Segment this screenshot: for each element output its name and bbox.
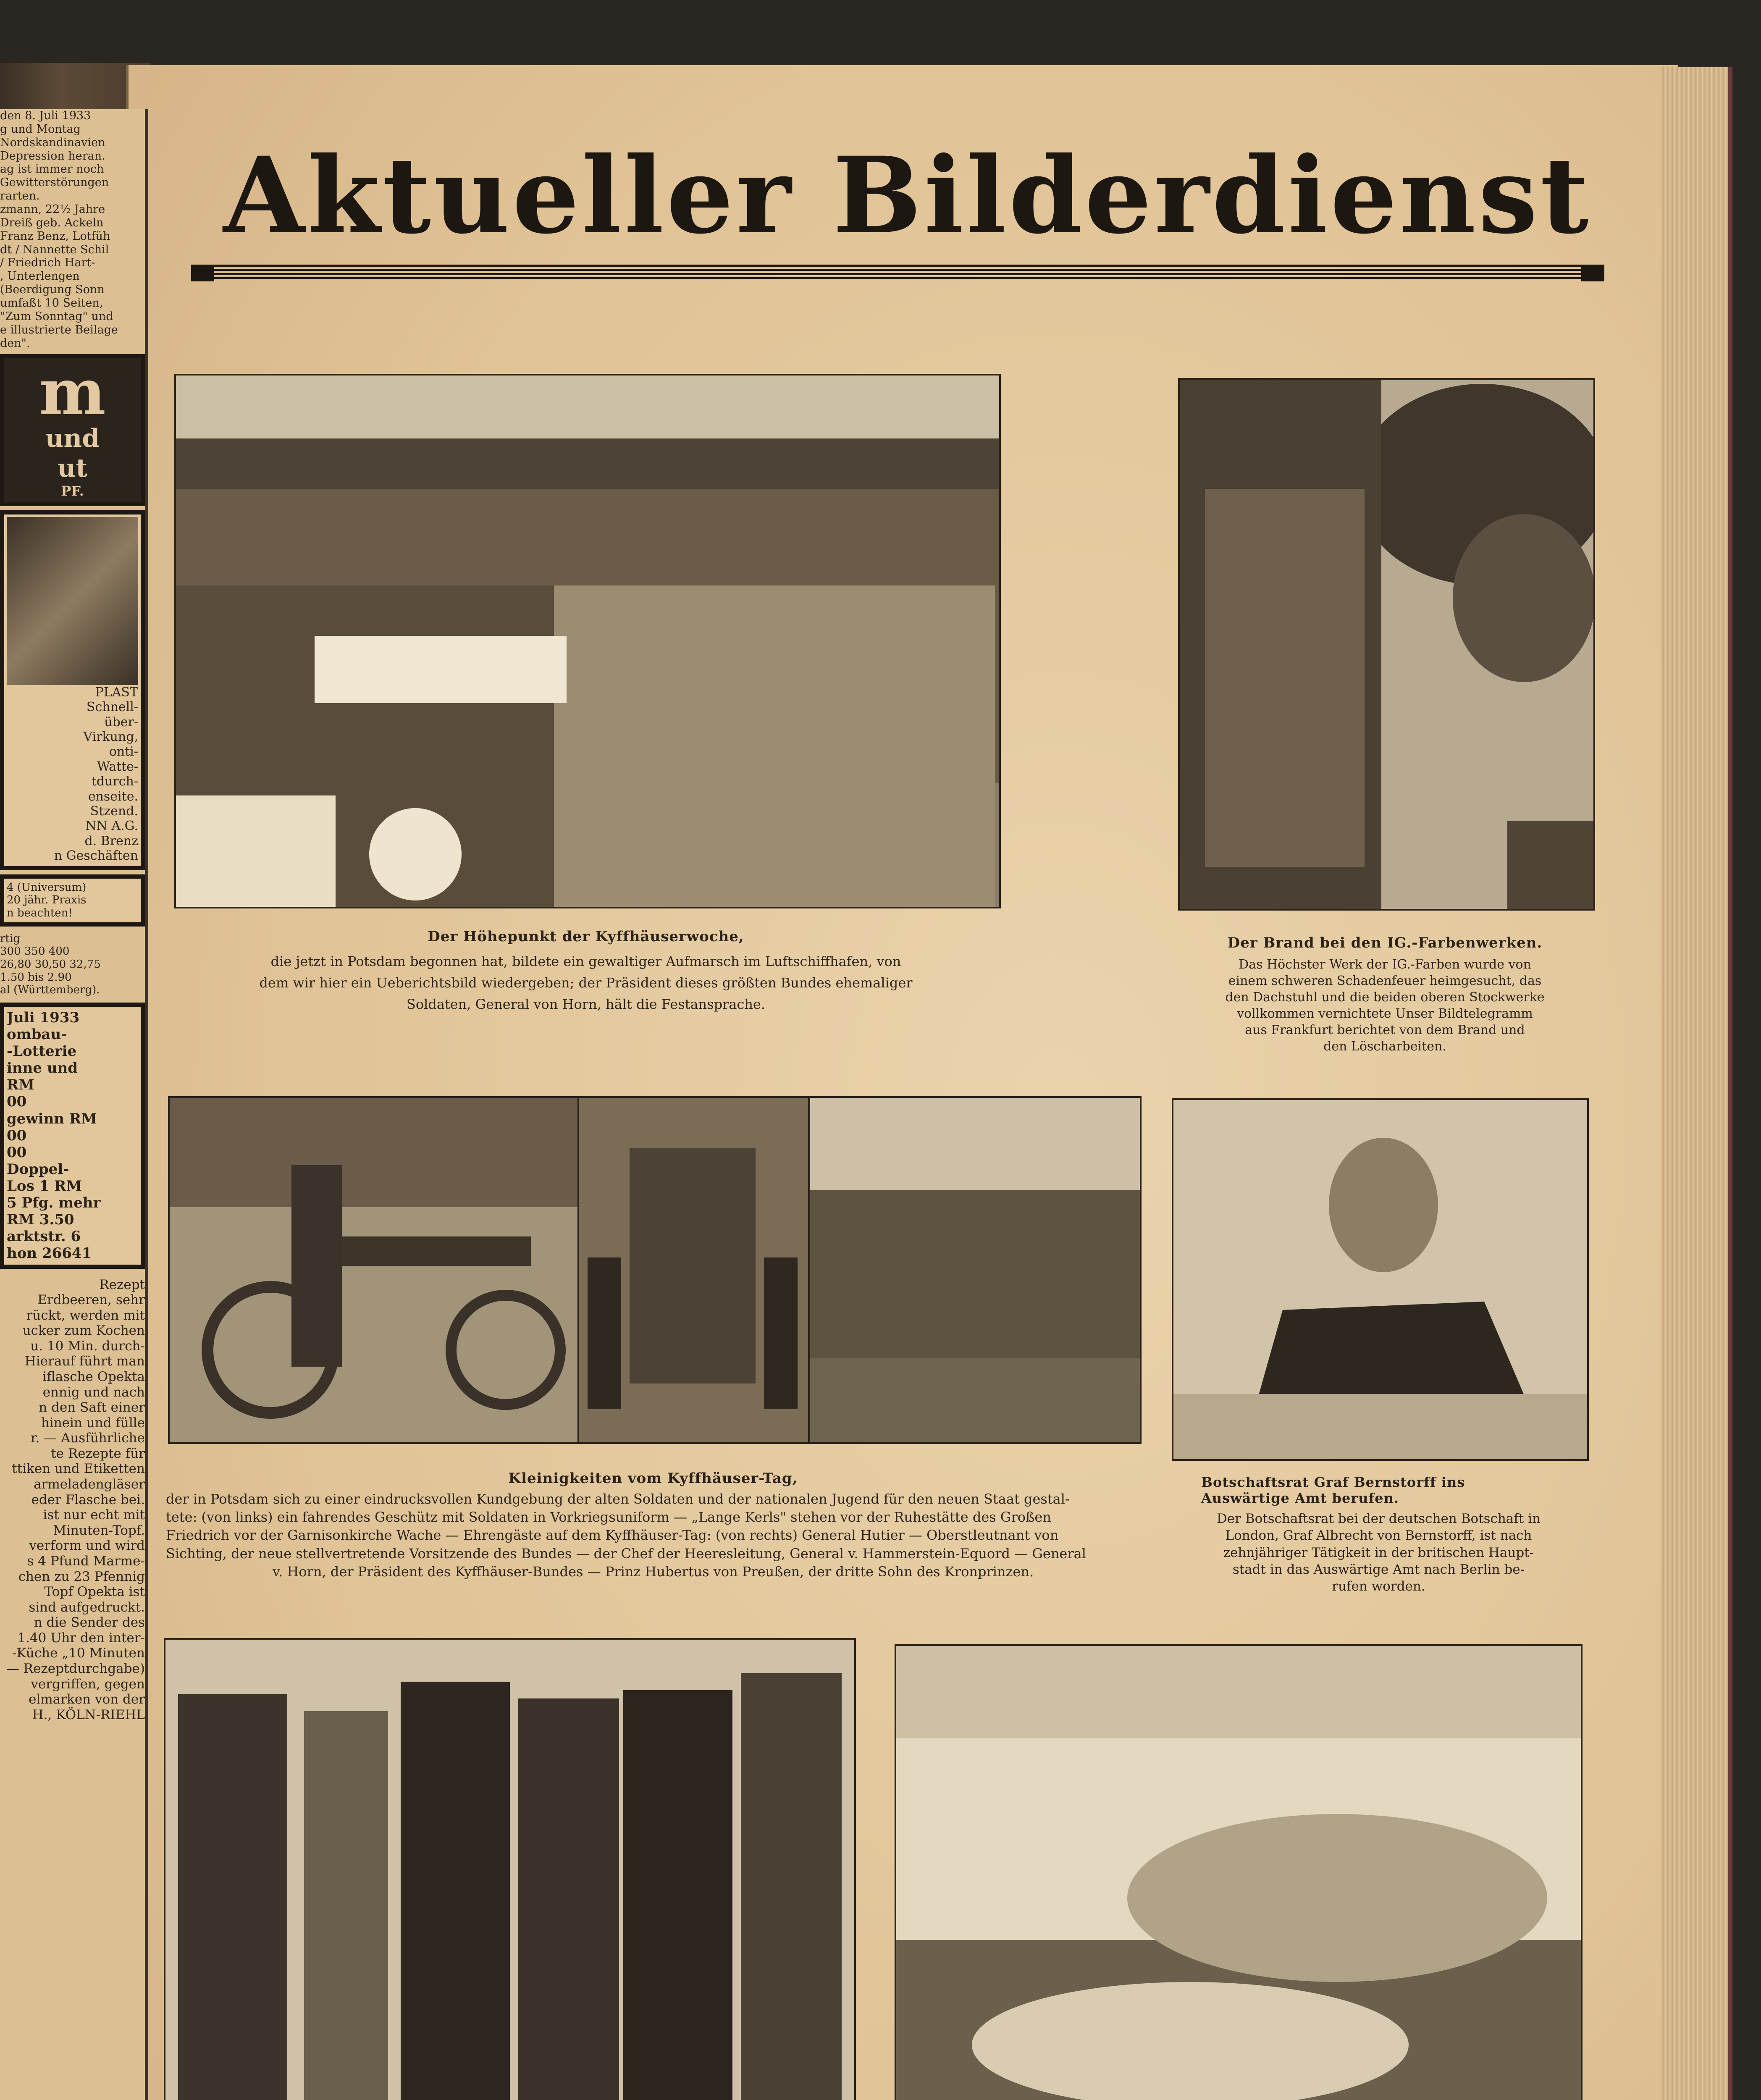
- text-line: sind aufgedruckt.: [29, 1599, 145, 1615]
- text-line: Hierauf führt man: [24, 1354, 145, 1369]
- caption-line: einem schweren Schadenfeuer heimgesucht, das: [1228, 974, 1542, 988]
- text-line: verform und wird: [29, 1538, 145, 1554]
- page-edges: [1661, 67, 1732, 2100]
- photo-lifeguard-school: [895, 1644, 1583, 2100]
- text-line: r. — Ausführliche: [31, 1431, 145, 1446]
- text-line: ombau-: [7, 1026, 67, 1043]
- cannon-image: [170, 1098, 579, 1442]
- ad-text: PF.: [61, 483, 84, 499]
- caption-line: der in Potsdam sich zu einer eindrucksvollen Kundgebung der alten Soldaten und der nationalen Jugend für den neuen Staat gestal-: [166, 1491, 1070, 1507]
- text-line: arktstr. 6: [7, 1228, 81, 1245]
- text-line: inne und: [7, 1060, 78, 1077]
- text-line: ucker zum Kochen: [22, 1323, 145, 1339]
- ad-text-block: [7, 1009, 138, 1262]
- column-rule: [145, 109, 148, 2100]
- photo-portrait-bernstorff: [1172, 1098, 1589, 1461]
- parade-image: [176, 375, 999, 907]
- text-line: dt / Nannette Schil: [0, 243, 109, 256]
- text-line: n Geschäften: [54, 848, 138, 864]
- text-line: Erdbeeren, sehr: [37, 1292, 145, 1308]
- text-line: (Beerdigung Sonn: [0, 283, 105, 297]
- ad-text-block: [7, 685, 138, 864]
- ad-text: m: [39, 361, 106, 424]
- text-line: Gewitterstörungen: [0, 176, 109, 189]
- text-line: rarten.: [0, 189, 40, 203]
- text-line: H., KÖLN-RIEHL: [32, 1707, 145, 1722]
- text-line: s 4 Pfund Marme-: [27, 1553, 145, 1569]
- text-line: 00: [7, 1127, 27, 1144]
- caption-line: die jetzt in Potsdam begonnen hat, bildete ein gewaltiger Aufmarsch im Luftschiffhafen, von: [270, 953, 901, 969]
- text-line: Los 1 RM: [7, 1177, 82, 1194]
- text-line: ag ist immer noch: [0, 163, 104, 176]
- text-line: iflasche Opekta: [42, 1369, 145, 1384]
- text-line: Schnell-: [86, 700, 138, 715]
- ad-text: 20 jähr. Praxis: [7, 894, 87, 907]
- caption-line: Friedrich vor der Garnisonkirche Wache — Ehrengäste auf dem Kyffhäuser-Tag: (von rechts) General Hutier — Oberstleutnant von: [166, 1527, 1059, 1544]
- text-line: tdurch-: [91, 774, 138, 789]
- text-line: -Lotterie: [7, 1043, 77, 1060]
- guards-image: [579, 1098, 808, 1442]
- caption-line: stadt in das Auswärtige Amt nach Berlin be-: [1232, 1562, 1525, 1577]
- text-line: d. Brenz: [84, 833, 138, 848]
- photo-vickers-engineers: [164, 1638, 856, 2100]
- text-line: Rezept: [99, 1277, 145, 1292]
- text-line: 26,80 30,50 32,75: [0, 958, 101, 971]
- left-partial-column: [0, 109, 145, 2100]
- text-line: hinein und fülle: [41, 1415, 145, 1431]
- page-title: Aktueller Bilderdienst: [223, 134, 1591, 257]
- text-line: ttiken und Etiketten: [12, 1461, 145, 1477]
- text-line: über-: [104, 714, 138, 730]
- text-line: Franz Benz, Lotfüh: [0, 229, 110, 243]
- ad-text: 4 (Universum): [7, 881, 87, 894]
- text-line: Nordskandinavien: [0, 136, 105, 149]
- caption-line: zehnjähriger Tätigkeit in der britischen Haupt-: [1223, 1545, 1534, 1560]
- text-line: hon 26641: [7, 1245, 92, 1262]
- photo-montage-cannon: [168, 1096, 581, 1444]
- text-line: elmarken von der: [29, 1692, 145, 1707]
- text-line: 1.50 bis 2.90: [0, 971, 72, 984]
- lifeguards-image: [896, 1646, 1581, 2100]
- text-line: -Küche „10 Minuten: [12, 1646, 145, 1661]
- text-line: — Rezeptdurchgabe): [6, 1661, 145, 1676]
- lottery-advertisement: [0, 1003, 145, 1269]
- text-line: zmann, 22½ Jahre: [0, 203, 105, 216]
- caption-line: den Löscharbeiten.: [1323, 1039, 1446, 1054]
- plaster-advertisement: [0, 510, 145, 870]
- text-line: den".: [0, 336, 30, 350]
- caption-factory-fire: [1178, 934, 1592, 1055]
- price-table: [0, 931, 145, 998]
- caption-parade: [174, 928, 997, 1016]
- ad-text: n beachten!: [7, 906, 73, 919]
- text-line: , Unterlengen: [0, 270, 80, 283]
- text-line: den 8. Juli 1933: [0, 109, 91, 122]
- text-line: Depression heran.: [0, 149, 105, 163]
- masthead-rule: [191, 265, 1604, 281]
- text-line: / Friedrich Hart-: [0, 256, 95, 270]
- text-line: 00: [7, 1144, 27, 1161]
- text-line: n die Sender des: [34, 1615, 145, 1630]
- text-line: Dreiß geb. Ackeln: [0, 216, 104, 229]
- photo-factory-fire: [1178, 378, 1595, 911]
- text-line: umfaßt 10 Seiten,: [0, 297, 103, 310]
- advertisement: [0, 354, 145, 506]
- caption-title: Der Brand bei den IG.-Farbenwerken.: [1227, 934, 1543, 951]
- recipe-advertisement: [0, 1273, 145, 1723]
- text-line: eder Flasche bei.: [31, 1492, 145, 1507]
- text-line: chen zu 23 Pfennig: [18, 1569, 145, 1584]
- text-line: Minuten-Topf.: [53, 1522, 145, 1538]
- text-line: Juli 1933: [7, 1009, 80, 1026]
- text-line: Topf Opekta ist: [44, 1584, 145, 1600]
- ad-text: ut: [57, 454, 88, 483]
- caption-line: den Dachstuhl und die beiden oberen Stockwerke: [1225, 990, 1545, 1005]
- engineers-image: [165, 1640, 854, 2100]
- officers-image: [810, 1098, 1140, 1442]
- caption-title: Botschaftsrat Graf Bernstorff ins Auswärtige Amt berufen.: [1201, 1474, 1465, 1506]
- caption-line: dem wir hier ein Ueberichtsbild wiedergeben; der Präsident dieses größten Bundes ehemaliger: [259, 975, 913, 991]
- text-line: rückt, werden mit: [26, 1307, 145, 1323]
- text-line: NN A.G.: [85, 819, 138, 834]
- caption-line: London, Graf Albrecht von Bernstorff, ist nach: [1225, 1528, 1532, 1544]
- masthead: [193, 126, 1621, 265]
- text-line: 00: [7, 1093, 27, 1110]
- text-line: RM 3.50: [7, 1211, 74, 1228]
- photo-montage-officers: [808, 1096, 1142, 1444]
- text-line: enseite.: [88, 789, 138, 804]
- text-line: armeladengläser: [34, 1477, 145, 1492]
- caption-title: Kleinigkeiten vom Kyffhäuser-Tag,: [508, 1470, 798, 1487]
- text-line: 300 350 400: [0, 945, 70, 958]
- text-line: 1.40 Uhr den inter-: [17, 1630, 145, 1646]
- caption-line: vollkommen vernichtete Unser Bildtelegramm: [1237, 1006, 1533, 1021]
- text-line: "Zum Sonntag" und: [0, 310, 113, 323]
- caption-kyffhaeuser: [166, 1470, 1140, 1581]
- text-line: RM: [7, 1076, 34, 1094]
- text-line: rtig: [0, 932, 20, 945]
- text-line: e illustrierte Beilage: [0, 323, 118, 336]
- caption-line: Der Botschaftsrat bei der deutschen Botschaft in: [1216, 1511, 1541, 1526]
- caption-line: rufen worden.: [1332, 1579, 1425, 1594]
- text-line: u. 10 Min. durch-: [30, 1338, 145, 1354]
- caption-line: tete: (von links) ein fahrendes Geschütz mit Soldaten in Vorkriegsuniform — „Lange Kerls" stehen vor der Ruhestätte des Großen: [166, 1509, 1051, 1525]
- text-line: 5 Pfg. mehr: [7, 1194, 101, 1212]
- text-line: g und Montag: [0, 122, 81, 136]
- text-line: al (Württemberg).: [0, 984, 100, 997]
- caption-line: Soldaten, General von Horn, hält die Festansprache.: [406, 996, 766, 1013]
- advertisement-small: [0, 874, 145, 927]
- left-column-text: [0, 109, 145, 350]
- text-line: Doppel-: [7, 1160, 69, 1178]
- ad-text: und: [45, 424, 100, 454]
- caption-bernstorff: [1201, 1474, 1556, 1595]
- caption-title: Der Höhepunkt der Kyffhäuserwoche,: [428, 928, 744, 945]
- caption-line: aus Frankfurt berichtet von dem Brand und: [1245, 1023, 1525, 1037]
- portrait-image: [1173, 1100, 1587, 1459]
- text-line: gewinn RM: [7, 1110, 97, 1127]
- text-line: vergriffen, gegen: [31, 1676, 145, 1692]
- fire-image: [1180, 380, 1593, 909]
- caption-line: Das Höchster Werk der IG.-Farben wurde von: [1239, 957, 1531, 972]
- text-line: Virkung,: [83, 729, 138, 744]
- caption-line: v. Horn, der Präsident des Kyffhäuser-Bundes — Prinz Hubertus von Preußen, der dritte Sohn des Kronprinzen.: [272, 1563, 1034, 1580]
- text-line: PLAST: [95, 685, 138, 700]
- photo-montage-guards: [577, 1096, 810, 1444]
- photo-parade: [174, 374, 1001, 908]
- text-line: ist nur echt mit: [43, 1507, 145, 1523]
- text-line: te Rezepte für: [51, 1446, 145, 1461]
- ad-illustration: [7, 517, 138, 685]
- caption-line: Sichting, der neue stellvertretende Vorsitzende des Bundes — der Chef der Heeresleitung, General v. Hammerstein-Equord — General: [166, 1545, 1086, 1562]
- text-line: ennig und nach: [42, 1384, 145, 1400]
- text-line: onti-: [109, 744, 138, 759]
- text-line: Watte-: [97, 759, 138, 774]
- text-line: n den Saft einer: [39, 1400, 145, 1415]
- text-line: Stzend.: [90, 803, 138, 819]
